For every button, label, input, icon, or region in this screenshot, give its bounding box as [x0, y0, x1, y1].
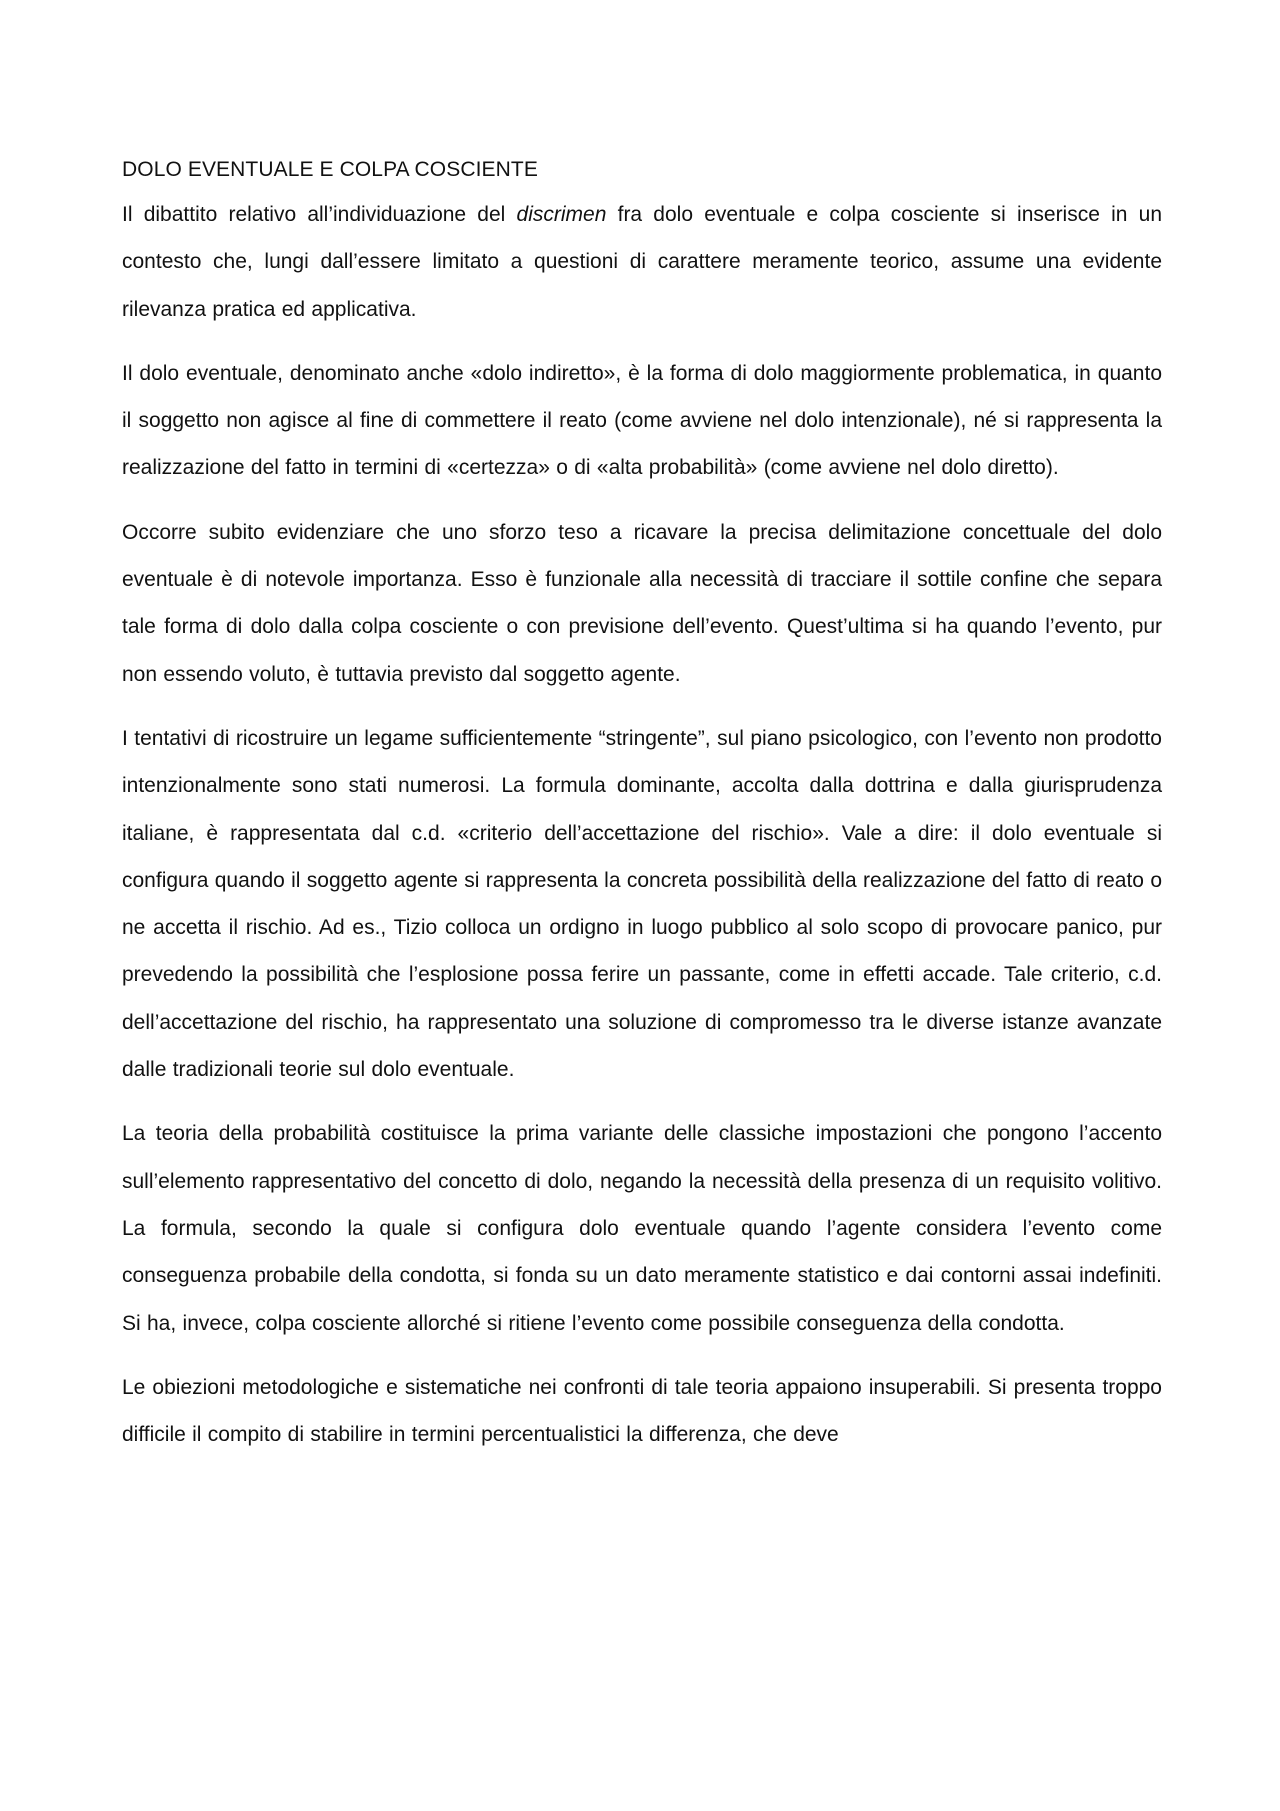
paragraph-1-italic-term: discrimen — [516, 203, 607, 226]
document-title: DOLO EVENTUALE E COLPA COSCIENTE — [122, 158, 538, 181]
paragraph-3: Occorre subito evidenziare che uno sforzo teso a ricavare la precisa delimitazione concettuale del dolo eventuale è di notevole importanza. Esso è funzionale alla necessità di tracciare il sottile confine che separa tale forma di dolo dalla colpa cosciente o con previsione dell’evento. Quest’ultima si ha quando l’evento, pur non essendo voluto, è tuttavia previsto dal soggetto agente. — [122, 520, 1162, 686]
paragraph-5: La teoria della probabilità costituisce la prima variante delle classiche impostazioni che pongono l’accento sull’elemento rappresentativo del concetto di dolo, negando la necessità della presenza di un requisito volitivo. La formula, secondo la quale si configura dolo eventuale quando l’agente considera l’evento come conseguenza probabile della condotta, si fonda su un dato meramente statistico e dai contorni assai indefiniti. Si ha, invece, colpa cosciente allorché si ritiene l’evento come possibile conseguenza della condotta. — [122, 1122, 1162, 1335]
paragraph-1 — [122, 191, 1162, 333]
document-page — [122, 154, 1162, 1475]
paragraph-6: Le obiezioni metodologiche e sistematiche nei confronti di tale teoria appaiono insuperabili. Si presenta troppo difficile il compito di stabilire in termini percentualistici la differenza, che deve — [122, 1375, 1162, 1447]
paragraph-2: Il dolo eventuale, denominato anche «dolo indiretto», è la forma di dolo maggiormente problematica, in quanto il soggetto non agisce al fine di commettere il reato (come avviene nel dolo intenzionale), né si rappresenta la realizzazione del fatto in termini di «certezza» o di «alta probabilità» (come avviene nel dolo diretto). — [122, 361, 1162, 480]
paragraph-1-text-start: Il dibattito relativo all’individuazione del — [122, 203, 517, 226]
paragraph-4: I tentativi di ricostruire un legame sufficientemente “stringente”, sul piano psicologico, con l’evento non prodotto intenzionalmente sono stati numerosi. La formula dominante, accolta dalla dottrina e dalla giurisprudenza italiane, è rappresentata dal c.d. «criterio dell’accettazione del rischio». Vale a dire: il dolo eventuale si configura quando il soggetto agente si rappresenta la concreta possibilità della realizzazione del fatto di reato o ne accetta il rischio. Ad es., Tizio colloca un ordigno in luogo pubblico al solo scopo di provocare panico, pur prevedendo la possibilità che l’esplosione possa ferire un passante, come in effetti accade. Tale criterio, c.d. dell’accettazione del rischio, ha rappresentato una soluzione di compromesso tra le diverse istanze avanzate dalle tradizionali teorie sul dolo eventuale. — [122, 726, 1162, 1082]
paragraph-1-text-end: fra dolo eventuale e colpa cosciente si inserisce in un contesto che, lungi dall’essere limitato a questioni di carattere meramente teorico, assume una evidente rilevanza pratica ed applicativa. — [122, 203, 1163, 321]
